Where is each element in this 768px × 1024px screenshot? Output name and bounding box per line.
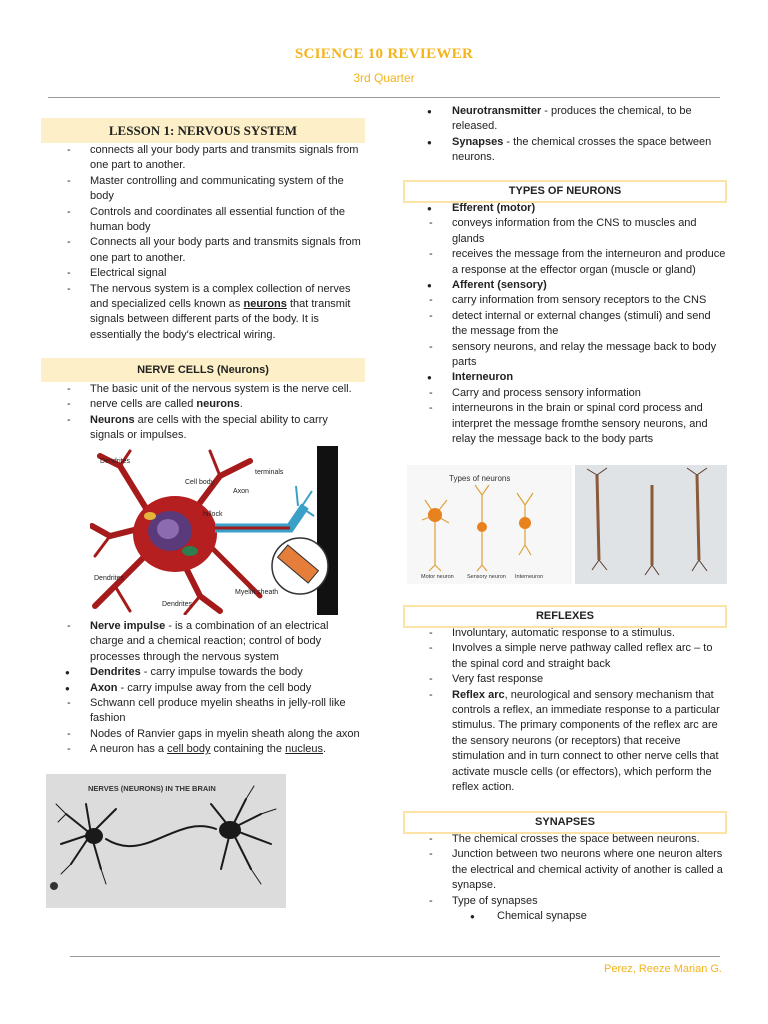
synapses-list	[427, 832, 727, 924]
nc-item2-post: .	[239, 398, 243, 411]
list-item: - carry information from sensory receptors to the CNS	[427, 293, 727, 308]
types-caption-sensory: Sensory neuron	[467, 574, 506, 580]
diagram-label-myelin: Myelin sheath	[235, 589, 279, 596]
list-item	[427, 135, 727, 166]
footer-author: Perez, Reeze Marian G.	[604, 963, 722, 975]
interneuron-label: Interneuron	[452, 371, 514, 384]
neurotransmitter-post: - produces the chemical, to be released.	[452, 105, 692, 133]
list-item	[427, 201, 727, 216]
nerve-cells-heading	[41, 358, 365, 382]
reflexes-heading	[403, 605, 727, 628]
list-item: - conveys information from the CNS to muscles and glands	[427, 216, 727, 247]
list-item: - Schwann cell produce myelin sheaths in jelly-roll like fashion	[65, 696, 365, 727]
list-item	[65, 282, 365, 344]
lesson-list	[65, 143, 365, 343]
diagram-label-cell-body: Cell body	[185, 479, 215, 486]
list-item: - Junction between two neurons where one neuron alters the electrical and chemical activity of another is called a synapse.	[427, 847, 727, 893]
complex-neurons-term: neurons	[243, 298, 287, 311]
neurotransmitter-bold: Neurotransmitter	[452, 105, 542, 117]
diagram-label-hillock: hillock	[203, 511, 223, 518]
dendrites-bold: Dendrites	[90, 666, 141, 679]
list-item	[65, 619, 365, 665]
types-heading-text: TYPES OF NEURONS	[508, 185, 622, 197]
list-item: - Involves a simple nerve pathway called reflex arc – to the spinal cord and straight back	[427, 641, 727, 672]
nucleus-underlined: nucleus	[285, 743, 324, 756]
list-item	[65, 742, 365, 757]
cellbody-post: .	[323, 743, 327, 756]
list-item: - Electrical signal	[65, 266, 365, 281]
footer-divider	[70, 956, 720, 957]
impulse-bold: Nerve impulse	[90, 620, 166, 632]
cellbody-mid: containing the	[210, 743, 286, 756]
impulse-list	[65, 619, 365, 758]
neurotransmitter-list	[427, 104, 727, 166]
list-item: - interneurons in the brain or spinal cord process and interpret the message fromthe sensory neurons, and relay the message back to the body parts	[427, 401, 727, 447]
types-list	[427, 201, 727, 448]
types-caption-motor: Motor neuron	[421, 574, 454, 580]
nerve-cells-list	[65, 382, 365, 444]
list-item	[427, 370, 727, 385]
brain-neurons-image	[46, 774, 286, 908]
reflexes-list	[427, 626, 727, 795]
list-item: - Connects all your body parts and transmits signals from one part to another.	[65, 235, 365, 266]
complex-text-pre: The nervous system is a complex collection of nerves and specialized cells known as	[90, 282, 351, 311]
nerve-cells-heading-text: NERVE CELLS (Neurons)	[137, 364, 269, 376]
page-title: SCIENCE 10 REVIEWER	[294, 46, 474, 62]
nc-item2-pre: nerve cells are called	[90, 398, 197, 411]
neuron-diagram-svg	[90, 446, 338, 615]
list-item: - Very fast response	[427, 672, 727, 687]
nc-item3-bold: Neurons	[90, 413, 135, 426]
list-item: - Type of synapses	[427, 894, 727, 909]
reflexes-heading-text: REFLEXES	[535, 610, 595, 622]
synapses-heading-text: SYNAPSES	[535, 816, 595, 828]
list-item	[65, 397, 365, 412]
list-item: - Nodes of Ranvier gaps in myelin sheath along the axon	[65, 727, 365, 742]
neuron-diagram-image	[90, 446, 338, 615]
lesson-heading	[41, 118, 365, 143]
list-item: - Involuntary, automatic response to a stimulus.	[427, 626, 727, 641]
list-item: - The basic unit of the nervous system is the nerve cell.	[65, 382, 365, 397]
types-caption-interneuron: Interneuron	[515, 574, 544, 580]
list-item	[65, 413, 365, 444]
nc-item2-bold: neurons	[196, 398, 240, 411]
list-item: - Controls and coordinates all essential function of the human body	[65, 205, 365, 236]
header-divider	[48, 97, 720, 98]
list-item	[427, 688, 727, 796]
list-item: - Master controlling and communicating system of the body	[65, 174, 365, 205]
axon-post: - carry impulse away from the cell body	[117, 681, 312, 694]
impulse-post: - is a combination of an electrical charge and a chemical reaction; control of body processes through the nervous system	[90, 620, 329, 663]
list-item	[427, 278, 727, 293]
list-item: - sensory neurons, and relay the message back to body parts	[427, 340, 727, 371]
list-item: - The chemical crosses the space between neurons.	[427, 832, 727, 847]
synapses-bold: Synapses	[452, 135, 504, 148]
types-image-title: Types of neurons	[449, 474, 511, 483]
synapses-post: - the chemical crosses the space between neurons.	[452, 135, 712, 164]
diagram-label-dendrites-left: Dendrites	[94, 575, 124, 582]
lesson-heading-text: LESSON 1: NERVOUS SYSTEM	[108, 123, 298, 138]
afferent-label: Afferent (sensory)	[452, 279, 547, 292]
synapses-heading	[403, 811, 727, 834]
list-item	[65, 665, 365, 680]
axon-bold: Axon	[90, 681, 118, 694]
brain-image-title: NERVES (NEURONS) IN THE BRAIN	[88, 784, 216, 793]
reflex-arc-post: , neurological and sensory mechanism that controls a reflex, an immediate response to a particular stimulus. The primary components of the reflex arc are the sensory neurons (or receptors) that receive stimulation and in turn connect to other nerve cells that activate muscle cells (or effectors), which perform the reflex action.	[452, 688, 720, 794]
list-item: - Carry and process sensory information	[427, 386, 727, 401]
diagram-label-dendrites-bottom: Dendrites	[162, 601, 192, 608]
nc-item3-post: are cells with the special ability to carry signals or impulses.	[90, 413, 328, 442]
complex-text-post: that transmit signals between different parts of the body. It is essentially the body's electrical wiring.	[90, 298, 351, 341]
brain-neurons-svg	[46, 774, 286, 908]
list-item: - detect internal or external changes (stimuli) and send the message from the	[427, 309, 727, 340]
list-item: - receives the message from the interneuron and produce a response at the effector organ (muscle or gland)	[427, 247, 727, 278]
types-of-neurons-svg	[407, 465, 727, 584]
list-item: - connects all your body parts and transmits signals from one part to another.	[65, 143, 365, 174]
reflex-arc-bold: Reflex arc	[452, 688, 505, 701]
diagram-label-dendrites-top: Dendrites	[100, 458, 130, 465]
cellbody-underlined: cell body	[167, 743, 211, 756]
list-item	[427, 104, 727, 135]
list-item: ● Chemical synapse	[427, 909, 727, 924]
efferent-label: Efferent (motor)	[452, 202, 536, 214]
list-item	[65, 681, 365, 696]
diagram-label-axon: Axon	[233, 488, 249, 495]
types-of-neurons-heading	[403, 180, 727, 203]
diagram-label-terminals: terminals	[255, 469, 284, 476]
page-subtitle: 3rd Quarter	[353, 71, 415, 85]
cellbody-pre: A neuron has a	[90, 743, 168, 756]
dendrites-post: - carry impulse towards the body	[140, 666, 303, 679]
types-of-neurons-image	[407, 465, 727, 584]
